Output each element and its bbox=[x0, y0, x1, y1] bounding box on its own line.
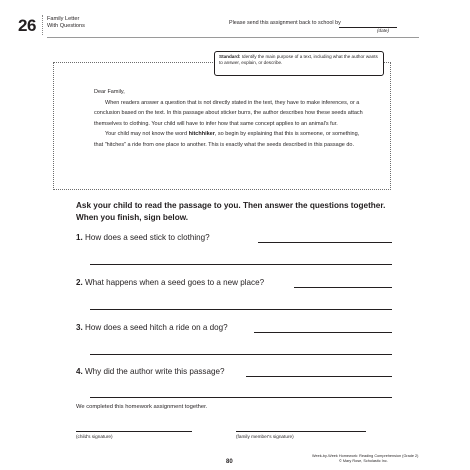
footer-page-number: 80 bbox=[226, 459, 233, 465]
letter-paragraph-1: When readers answer a question that is not directly stated in the text, they have to make inferences, or a conclusion based on the text. In this passage about sticker burrs, the author describes how these seeds attach themselves to clothing. Your child will have to infer how that same concept applies to an animal's fur. bbox=[94, 99, 363, 127]
answer-line-2a[interactable] bbox=[294, 287, 392, 288]
answer-line-4b[interactable] bbox=[90, 397, 392, 398]
question-3 bbox=[76, 323, 228, 332]
letter-greeting: Dear Family, bbox=[94, 89, 125, 95]
answer-line-2b[interactable] bbox=[90, 309, 392, 310]
child-signature-line[interactable] bbox=[76, 431, 192, 432]
question-text: What happens when a seed goes to a new place? bbox=[85, 278, 265, 287]
answer-line-3a[interactable] bbox=[254, 332, 392, 333]
family-signature-line[interactable] bbox=[236, 431, 366, 432]
question-2 bbox=[76, 278, 264, 287]
answer-line-1a[interactable] bbox=[258, 242, 392, 243]
answer-line-3b[interactable] bbox=[90, 354, 392, 355]
child-signature-label: (child's signature) bbox=[76, 434, 113, 439]
question-number: 1. bbox=[76, 233, 83, 242]
question-number: 2. bbox=[76, 278, 83, 287]
answer-line-4a[interactable] bbox=[246, 376, 392, 377]
standard-label: Standard: bbox=[219, 54, 241, 59]
question-text: Why did the author write this passage? bbox=[85, 367, 225, 376]
page-number: 26 bbox=[18, 16, 36, 35]
question-number: 3. bbox=[76, 323, 83, 332]
question-1 bbox=[76, 233, 210, 242]
completed-statement: We completed this homework assignment together. bbox=[76, 404, 208, 410]
question-4 bbox=[76, 367, 224, 376]
letter-keyword: hitchhiker bbox=[188, 131, 215, 137]
question-number: 4. bbox=[76, 367, 83, 376]
footer-credit-1: Week-by-Week Homework: Reading Comprehension (Grade 2) bbox=[312, 454, 419, 458]
date-label: (date) bbox=[376, 28, 389, 33]
question-text: How does a seed stick to clothing? bbox=[85, 233, 210, 242]
header-rule bbox=[47, 37, 419, 38]
letter-paragraph-2 bbox=[94, 129, 366, 150]
footer-credit-2: © Mary Rose, Scholastic Inc. bbox=[339, 459, 388, 463]
standard-text: Identify the main purpose of a text, including what the author wants to answer, explain, or describe. bbox=[219, 54, 378, 66]
standard-box bbox=[214, 51, 384, 76]
question-text: How does a seed hitch a ride on a dog? bbox=[85, 323, 228, 332]
title-line-2: With Questions bbox=[47, 23, 85, 29]
family-signature-label: (family member's signature) bbox=[236, 434, 294, 439]
answer-line-1b[interactable] bbox=[90, 264, 392, 265]
instructions: Ask your child to read the passage to you. Then answer the questions together. When you finish, sign below. bbox=[76, 201, 386, 222]
letter-paragraph-2-end: , so begin by explaining that this is someone, or something, that "hitches" a ride from one place to another. This is exactly what the seeds described in this passage do. bbox=[94, 131, 360, 148]
title-line-1: Family Letter bbox=[47, 16, 80, 22]
family-letter bbox=[94, 87, 366, 150]
letter-paragraph-2-start: Your child may not know the word bbox=[105, 131, 189, 137]
header-divider bbox=[42, 15, 43, 35]
send-back-text: Please send this assignment back to school by bbox=[229, 20, 341, 26]
